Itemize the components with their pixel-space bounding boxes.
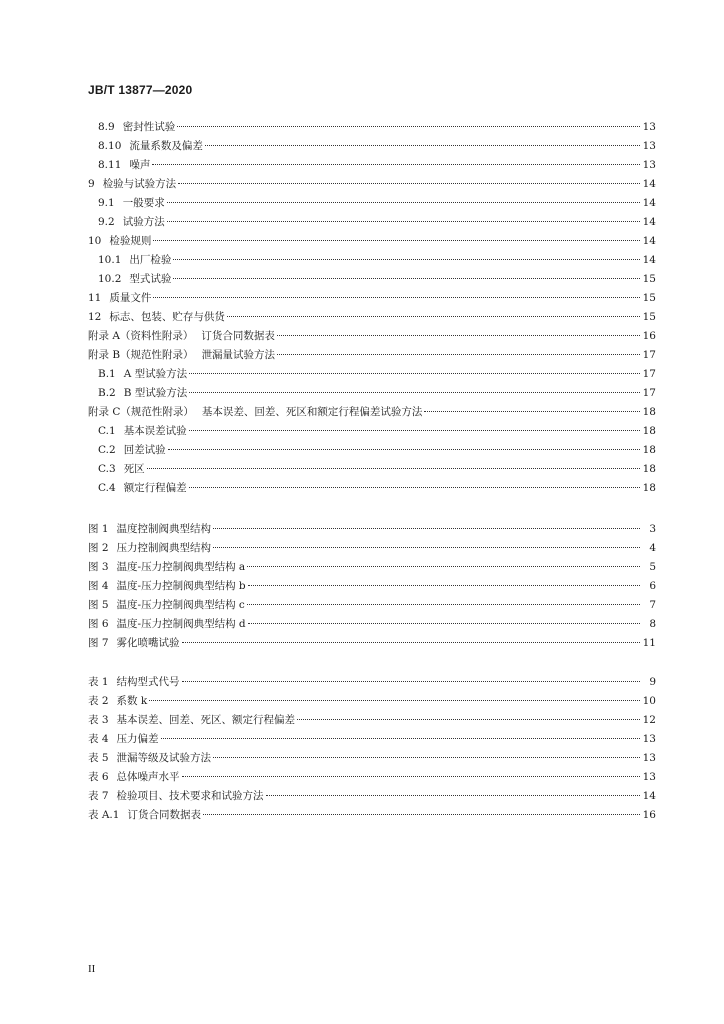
toc-number: 10.1 — [98, 254, 122, 266]
dot-leader — [248, 585, 640, 586]
figure-entry[interactable] — [88, 634, 656, 652]
toc-title: 质量文件 — [109, 292, 152, 304]
dot-leader — [247, 566, 640, 567]
figure-entry[interactable] — [88, 558, 656, 576]
dot-leader — [177, 126, 640, 127]
dot-leader — [277, 335, 640, 336]
toc-page-number: 18 — [642, 406, 656, 418]
toc-page-number: 14 — [642, 254, 656, 266]
toc-number: 10.2 — [98, 273, 122, 285]
toc-page-number: 14 — [642, 197, 656, 209]
dot-leader — [189, 430, 640, 431]
figure-page-number: 7 — [649, 599, 656, 611]
figure-page-number: 11 — [642, 637, 656, 649]
dot-leader — [168, 449, 640, 450]
toc-entry[interactable] — [88, 441, 656, 459]
figure-page-number: 4 — [649, 542, 656, 554]
toc-title: 订货合同数据表 — [201, 330, 275, 342]
toc-entry[interactable] — [88, 270, 656, 288]
figure-title: 温度-压力控制阀典型结构 a — [116, 561, 246, 573]
dot-leader — [277, 354, 640, 355]
toc-entry[interactable] — [88, 194, 656, 212]
figure-entry[interactable] — [88, 520, 656, 538]
toc-page-number: 17 — [642, 387, 656, 399]
toc-page-number: 14 — [642, 178, 656, 190]
toc-number: 8.10 — [98, 140, 122, 152]
dot-leader — [173, 259, 640, 260]
toc-number: C.3 — [98, 463, 116, 475]
toc-title: 密封性试验 — [122, 121, 176, 133]
toc-entry[interactable] — [88, 175, 656, 193]
figure-title: 温度-压力控制阀典型结构 b — [116, 580, 246, 592]
toc-entry[interactable] — [88, 479, 656, 497]
dot-leader — [182, 776, 640, 777]
toc-page-number: 17 — [642, 349, 656, 361]
toc-title: 检验与试验方法 — [102, 178, 177, 190]
dot-leader — [203, 814, 640, 815]
toc-entry[interactable] — [88, 232, 656, 250]
figure-number: 图 1 — [88, 523, 109, 535]
toc-page-number: 17 — [642, 368, 656, 380]
dot-leader — [227, 316, 640, 317]
toc-number: 9.1 — [98, 197, 115, 209]
toc-entry[interactable] — [88, 289, 656, 307]
figure-title: 雾化喷嘴试验 — [116, 637, 180, 649]
toc-number: 9 — [88, 178, 95, 190]
figure-number: 图 7 — [88, 637, 109, 649]
figure-entry[interactable] — [88, 596, 656, 614]
toc-entry[interactable] — [88, 137, 656, 155]
toc-page-number: 15 — [642, 311, 656, 323]
table-number: 表 4 — [88, 733, 109, 745]
dot-leader — [247, 604, 640, 605]
toc-title: 基本误差、回差、死区和额定行程偏差试验方法 — [201, 406, 423, 418]
figure-entry[interactable] — [88, 539, 656, 557]
toc-title: 回差试验 — [123, 444, 166, 456]
toc-number: C.1 — [98, 425, 116, 437]
table-entry[interactable] — [88, 692, 656, 710]
toc-page-number: 18 — [642, 463, 656, 475]
toc-number: 附录 A（资料性附录） — [88, 330, 194, 342]
table-entry[interactable] — [88, 768, 656, 786]
toc-page-number: 18 — [642, 482, 656, 494]
figure-entry[interactable] — [88, 577, 656, 595]
dot-leader — [248, 623, 640, 624]
toc-entry[interactable] — [88, 327, 656, 345]
table-entry[interactable] — [88, 711, 656, 729]
toc-entry[interactable] — [88, 156, 656, 174]
dot-leader — [173, 278, 640, 279]
toc-number: 附录 C（规范性附录） — [88, 406, 194, 418]
figure-title: 温度控制阀典型结构 — [116, 523, 212, 535]
toc-title: 标志、包装、贮存与供货 — [109, 311, 225, 323]
toc-number: B.1 — [98, 368, 116, 380]
table-page-number: 13 — [642, 733, 656, 745]
table-number: 表 1 — [88, 676, 109, 688]
toc-number: 12 — [88, 311, 102, 323]
table-page-number: 9 — [649, 676, 656, 688]
toc-page-number: 13 — [642, 159, 656, 171]
figure-page-number: 3 — [649, 523, 656, 535]
document-id-header: JB/T 13877—2020 — [88, 83, 193, 97]
toc-entry[interactable] — [88, 403, 656, 421]
dot-leader — [189, 392, 640, 393]
toc-title: 流量系数及偏差 — [129, 140, 203, 152]
dot-leader — [266, 795, 640, 796]
toc-number: 8.11 — [98, 159, 122, 171]
toc-entry[interactable] — [88, 118, 656, 136]
figure-number: 图 5 — [88, 599, 109, 611]
figure-title: 温度-压力控制阀典型结构 d — [116, 618, 246, 630]
toc-title: 基本误差试验 — [123, 425, 187, 437]
toc-entry[interactable] — [88, 346, 656, 364]
table-entry[interactable] — [88, 730, 656, 748]
dot-leader — [178, 183, 640, 184]
dot-leader — [182, 642, 640, 643]
toc-title: 死区 — [123, 463, 145, 475]
toc-page-number: 14 — [642, 235, 656, 247]
figure-number: 图 6 — [88, 618, 109, 630]
toc-title: 一般要求 — [122, 197, 165, 209]
table-page-number: 10 — [642, 695, 656, 707]
toc-number: C.4 — [98, 482, 116, 494]
toc-page-number: 13 — [642, 121, 656, 133]
toc-entry[interactable] — [88, 213, 656, 231]
table-page-number: 13 — [642, 752, 656, 764]
toc-page-number: 15 — [642, 273, 656, 285]
table-entry[interactable] — [88, 787, 656, 805]
table-page-number: 13 — [642, 771, 656, 783]
toc-number: 附录 B（规范性附录） — [88, 349, 194, 361]
toc-title: 检验规则 — [109, 235, 152, 247]
table-number: 表 6 — [88, 771, 109, 783]
toc-page-number: 18 — [642, 444, 656, 456]
toc-title: A 型试验方法 — [123, 368, 188, 380]
dot-leader — [424, 411, 640, 412]
figure-title: 温度-压力控制阀典型结构 c — [116, 599, 245, 611]
figure-number: 图 4 — [88, 580, 109, 592]
table-number: 表 2 — [88, 695, 109, 707]
dot-leader — [161, 738, 640, 739]
table-entry[interactable] — [88, 806, 656, 824]
figure-page-number: 6 — [649, 580, 656, 592]
toc-page-number: 18 — [642, 425, 656, 437]
dot-leader — [297, 719, 640, 720]
figure-number: 图 2 — [88, 542, 109, 554]
table-number: 表 5 — [88, 752, 109, 764]
toc-entry[interactable] — [88, 365, 656, 383]
table-title: 系数 k — [116, 695, 148, 707]
toc-number: 11 — [88, 292, 102, 304]
table-entry[interactable] — [88, 749, 656, 767]
toc-title: 型式试验 — [129, 273, 172, 285]
figure-title: 压力控制阀典型结构 — [116, 542, 212, 554]
dot-leader — [152, 164, 640, 165]
toc-page-number: 15 — [642, 292, 656, 304]
toc-number: 8.9 — [98, 121, 115, 133]
dot-leader — [205, 145, 640, 146]
table-number: 表 3 — [88, 714, 109, 726]
dot-leader — [147, 468, 640, 469]
figure-number: 图 3 — [88, 561, 109, 573]
table-page-number: 16 — [642, 809, 656, 821]
table-entry[interactable] — [88, 673, 656, 691]
dot-leader — [153, 240, 640, 241]
toc-page-number: 16 — [642, 330, 656, 342]
toc-title: 出厂检验 — [129, 254, 172, 266]
table-number: 表 7 — [88, 790, 109, 802]
toc-entry[interactable] — [88, 251, 656, 269]
toc-page-number: 14 — [642, 216, 656, 228]
dot-leader — [213, 528, 640, 529]
table-page-number: 14 — [642, 790, 656, 802]
toc-entry[interactable] — [88, 460, 656, 478]
toc-title: 试验方法 — [122, 216, 165, 228]
toc-title: 额定行程偏差 — [123, 482, 187, 494]
dot-leader — [167, 202, 640, 203]
toc-number: B.2 — [98, 387, 116, 399]
dot-leader — [189, 487, 640, 488]
table-title: 检验项目、技术要求和试验方法 — [116, 790, 264, 802]
toc-number: 10 — [88, 235, 102, 247]
table-page-number: 12 — [642, 714, 656, 726]
page-number-footer: II — [88, 963, 96, 975]
table-title: 订货合同数据表 — [127, 809, 201, 821]
dot-leader — [153, 297, 640, 298]
toc-title: 泄漏量试验方法 — [201, 349, 276, 361]
dot-leader — [149, 700, 640, 701]
dot-leader — [213, 547, 640, 548]
dot-leader — [182, 681, 640, 682]
toc-entry[interactable] — [88, 422, 656, 440]
figure-page-number: 5 — [649, 561, 656, 573]
figure-page-number: 8 — [649, 618, 656, 630]
toc-entry[interactable] — [88, 308, 656, 326]
dot-leader — [167, 221, 640, 222]
toc-number: C.2 — [98, 444, 116, 456]
toc-entry[interactable] — [88, 384, 656, 402]
table-title: 泄漏等级及试验方法 — [116, 752, 212, 764]
toc-title: B 型试验方法 — [123, 387, 188, 399]
toc-number: 9.2 — [98, 216, 115, 228]
table-title: 基本误差、回差、死区、额定行程偏差 — [116, 714, 296, 726]
toc-title: 噪声 — [129, 159, 151, 171]
table-title: 结构型式代号 — [116, 676, 180, 688]
dot-leader — [213, 757, 640, 758]
figure-entry[interactable] — [88, 615, 656, 633]
toc-page-number: 13 — [642, 140, 656, 152]
dot-leader — [189, 373, 640, 374]
table-number: 表 A.1 — [88, 809, 120, 821]
table-title: 压力偏差 — [116, 733, 159, 745]
table-title: 总体噪声水平 — [116, 771, 180, 783]
